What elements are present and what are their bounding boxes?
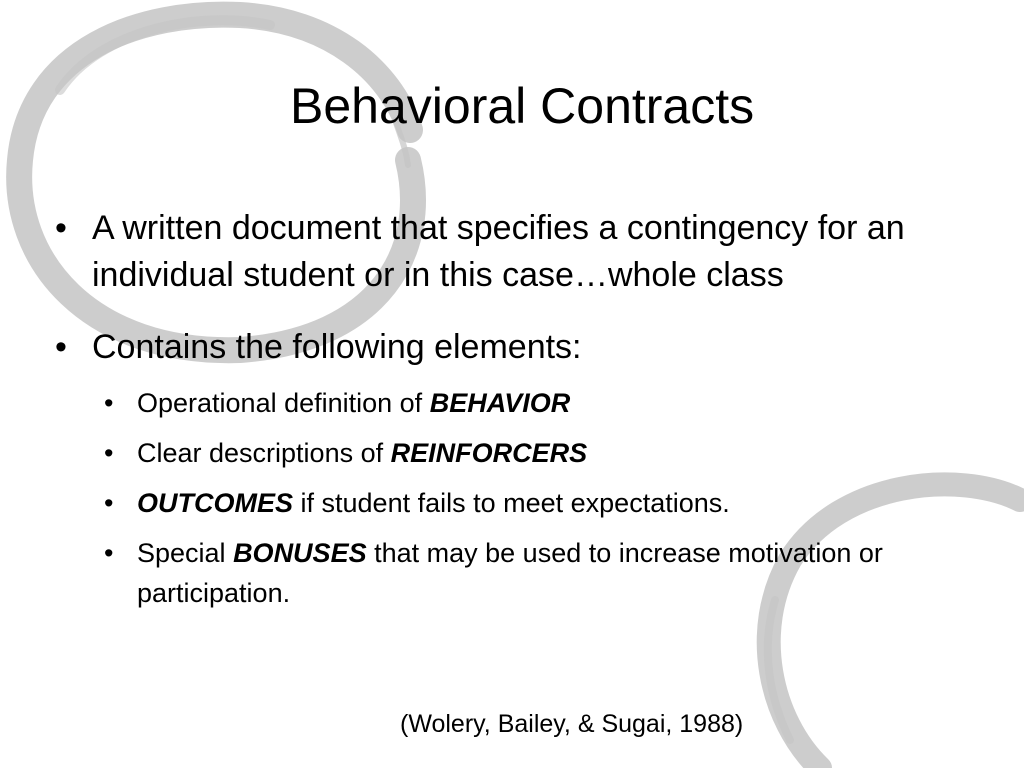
sub-bullet-emphasis: REINFORCERS [390, 438, 588, 468]
bullet-dot-icon: • [104, 488, 114, 518]
bullet-dot-icon: • [55, 209, 67, 247]
bullet-dot-icon: • [104, 388, 114, 418]
bullet-item [50, 324, 950, 371]
slide-title: Behavioral Contracts [290, 78, 755, 134]
sub-bullet-emphasis: BONUSES [233, 538, 367, 568]
sub-bullet-text: that may be used to increase motivation or participation. [137, 538, 883, 608]
sub-bullet-item [92, 533, 950, 613]
sub-bullet-text: Clear descriptions of [137, 438, 391, 468]
bullet-dot-icon: • [104, 538, 114, 568]
sub-bullet-item [92, 433, 950, 473]
sub-bullet-text: Special [137, 538, 234, 568]
citation: (Wolery, Bailey, & Sugai, 1988) [400, 710, 744, 738]
bullet-text: A written document that specifies a contingency for an individual student or in this case…whole class [92, 209, 905, 294]
sub-bullet-item [92, 383, 950, 423]
sub-bullet-emphasis: BEHAVIOR [429, 388, 571, 418]
bullet-dot-icon: • [104, 438, 114, 468]
bullet-list [50, 205, 950, 623]
sub-bullet-emphasis: OUTCOMES [137, 488, 294, 518]
sub-bullet-text: if student fails to meet expectations. [293, 488, 730, 518]
sub-bullet-text: Operational definition of [137, 388, 430, 418]
bullet-dot-icon: • [55, 328, 67, 366]
sub-bullet-item [92, 483, 950, 523]
bullet-text: Contains the following elements: [92, 328, 582, 366]
bullet-item [50, 205, 950, 299]
